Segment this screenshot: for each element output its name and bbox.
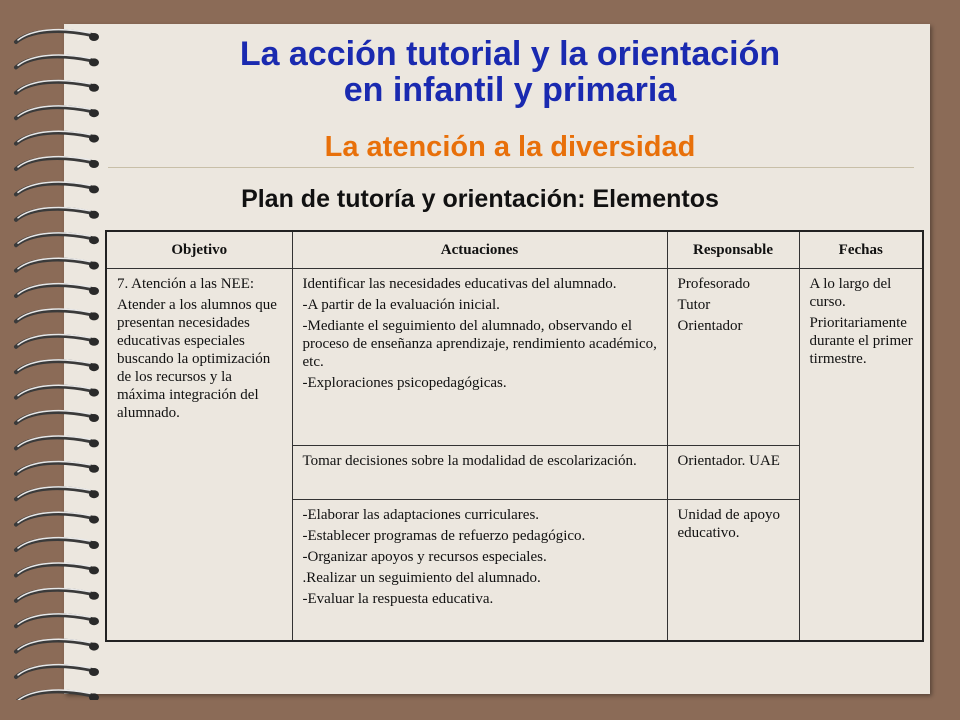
spiral-coil [16, 590, 92, 601]
spiral-coil [16, 158, 92, 169]
table-row [106, 269, 923, 446]
spiral-coil [16, 615, 92, 626]
actuaciones-cell [292, 500, 667, 642]
spiral-coil [16, 285, 92, 296]
responsable-item: Orientador. UAE [677, 453, 780, 469]
spiral-hole [89, 389, 99, 397]
actuacion-item: -Establecer programas de refuerzo pedagógico. [302, 528, 586, 544]
spiral-hole [89, 668, 99, 676]
spiral-coil [16, 336, 92, 347]
spiral-hole [89, 592, 99, 600]
objetivo-title: 7. Atención a las NEE: [117, 276, 255, 292]
fechas-cell [799, 269, 923, 642]
title-line-1: La acción tutorial y la orientación [239, 35, 781, 73]
spiral-coil [16, 260, 92, 271]
spiral-hole [89, 414, 99, 422]
responsable-item: Orientador [677, 318, 743, 334]
spiral-coil [16, 82, 92, 93]
table-header-row [106, 231, 923, 269]
actuacion-item: -Exploraciones psicopedagógicas. [302, 375, 507, 391]
actuacion-item: .Realizar un seguimiento del alumnado. [302, 570, 541, 586]
responsable-item: Unidad de apoyo educativo. [677, 507, 780, 541]
spiral-hole [89, 566, 99, 574]
spiral-hole [89, 109, 99, 117]
actuacion-item: Identificar las necesidades educativas del alumnado. [302, 276, 617, 292]
spiral-hole [89, 312, 99, 320]
objetivo-text: Atender a los alumnos que presentan necesidades educativas especiales buscando la optimización de los recursos y la máxima integración del alumnado. [117, 297, 277, 421]
spiral-hole [89, 160, 99, 168]
spiral-coil [16, 666, 92, 677]
spiral-coil [16, 209, 92, 220]
fechas-item: Prioritariamente durante el primer tirmestre. [809, 315, 913, 367]
spiral-hole [89, 617, 99, 625]
divider [108, 167, 914, 168]
actuacion-item: -Mediante el seguimiento del alumnado, observando el proceso de enseñanza aprendizaje, rendimiento académico, etc. [302, 318, 657, 370]
spiral-coil [16, 31, 92, 42]
page-title [110, 36, 910, 108]
header-actuaciones: Actuaciones [292, 231, 667, 269]
spiral-hole [89, 262, 99, 270]
actuaciones-cell [292, 446, 667, 500]
spiral-hole [89, 211, 99, 219]
spiral-coil [16, 641, 92, 652]
spiral-hole [89, 33, 99, 41]
spiral-hole [89, 439, 99, 447]
responsable-cell [667, 269, 799, 446]
objetivo-cell [106, 269, 292, 642]
header-fechas: Fechas [799, 231, 923, 269]
responsable-item: Tutor [677, 297, 711, 313]
spiral-hole [89, 516, 99, 524]
actuaciones-cell [292, 269, 667, 446]
fechas-item: A lo largo del curso. [809, 276, 892, 310]
spiral-coil [16, 310, 92, 321]
spiral-hole [89, 236, 99, 244]
spiral-coil [16, 514, 92, 525]
responsable-cell [667, 446, 799, 500]
responsable-item: Profesorado [677, 276, 750, 292]
spiral-coil [16, 463, 92, 474]
spiral-hole [89, 465, 99, 473]
spiral-coil [16, 107, 92, 118]
spiral-coil [16, 361, 92, 372]
spiral-binding [0, 20, 112, 700]
actuacion-item: -A partir de la evaluación inicial. [302, 297, 500, 313]
spiral-hole [89, 58, 99, 66]
spiral-coil [16, 437, 92, 448]
spiral-hole [89, 287, 99, 295]
spiral-coil [16, 488, 92, 499]
actuacion-item: -Elaborar las adaptaciones curriculares. [302, 507, 540, 523]
spiral-hole [89, 490, 99, 498]
spiral-coil [16, 133, 92, 144]
spiral-coil [16, 56, 92, 67]
spiral-coil [16, 564, 92, 575]
actuacion-item: -Organizar apoyos y recursos especiales. [302, 549, 547, 565]
spiral-coil [16, 387, 92, 398]
actuacion-item: Tomar decisiones sobre la modalidad de escolarización. [302, 453, 637, 469]
spiral-coil [16, 183, 92, 194]
title-line-2: en infantil y primaria [343, 71, 677, 109]
actuacion-item: -Evaluar la respuesta educativa. [302, 591, 494, 607]
header-responsable: Responsable [667, 231, 799, 269]
spiral-hole [89, 541, 99, 549]
spiral-hole [89, 135, 99, 143]
spiral-coil [16, 234, 92, 245]
spiral-coil [16, 539, 92, 550]
spiral-hole [89, 84, 99, 92]
header-objetivo: Objetivo [106, 231, 292, 269]
spiral-hole [89, 643, 99, 651]
plan-table [105, 230, 924, 642]
spiral-hole [89, 338, 99, 346]
responsable-cell [667, 500, 799, 642]
page-subtitle: La atención a la diversidad [324, 131, 696, 163]
section-heading: Plan de tutoría y orientación: Elementos [241, 185, 719, 213]
spiral-hole [89, 363, 99, 371]
spiral-hole [89, 185, 99, 193]
spiral-coil [16, 412, 92, 423]
